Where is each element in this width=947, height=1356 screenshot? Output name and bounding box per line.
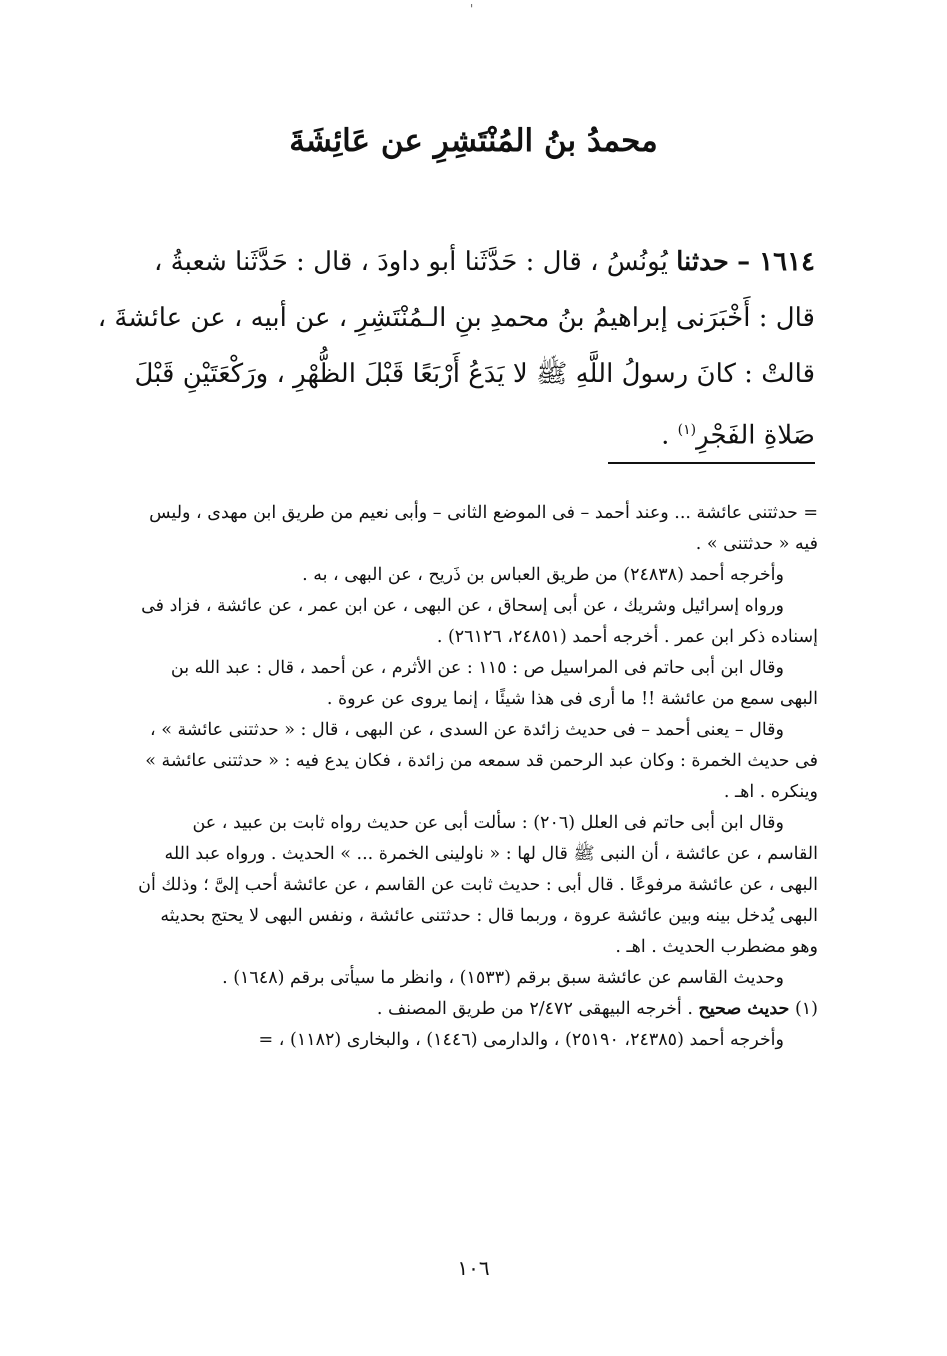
note-line: ورواه إسرائيل وشريك ، عن أبى إسحاق ، عن البهى ، عن ابن عمر ، عن عائشة ، فزاد فى: [141, 596, 784, 616]
note-line: وقال – يعنى أحمد – فى حديث زائدة عن السدى ، عن البهى ، قال : « حدثتنى عائشة » ،: [150, 720, 784, 740]
footnote-separator: [608, 462, 815, 464]
hadith-lead-word: حدثنا: [676, 247, 729, 277]
note-line: = حدثتنى عائشة ... وعند أحمد – فى الموضع الثانى – وأبى نعيم من طريق ابن مهدى ، وليس: [149, 503, 818, 523]
note-line: البهى يُدخل بينه وبين عائشة عروة ، وربما قال : حدثتنى عائشة ، ونفس البهى لا يحتج بحديثه: [160, 906, 818, 926]
footnote-number: (١): [794, 999, 818, 1019]
footnote-1: [100, 994, 818, 1025]
footnote-reference: (١): [677, 422, 697, 438]
note-line: وقال ابن أبى حاتم فى العلل (٢٠٦) : سألت أبى عن حديث رواه ثابت بن عبيد ، عن: [192, 813, 784, 833]
hadith-number: ١٦١٤ –: [737, 247, 815, 277]
hadith-line-text: صَلاةِ الفَجْرِ: [696, 420, 815, 451]
note-line: وحديث القاسم عن عائشة سبق برقم (١٥٣٣) ، وانظر ما سيأتى برقم (١٦٤٨) .: [222, 968, 784, 988]
note-line: البهى سمع من عائشة !! ما أرى فى هذا شيئًا ، إنما يروى عن عروة .: [326, 689, 818, 709]
hadith-line: [100, 234, 815, 290]
note-line: إسناده ذكر ابن عمر . أخرجه أحمد (٢٤٨٥١، ٢٦١٢٦) .: [436, 627, 818, 647]
footnote-text: . أخرجه البيهقى ٢/٤٧٢ من طريق المصنف .: [376, 999, 699, 1019]
note-line: وينكره . اهـ .: [723, 782, 818, 802]
note-line: وأخرجه أحمد (٢٤٨٣٨) من طريق العباس بن ذَريح ، عن البهى ، به .: [302, 565, 784, 585]
hadith-line: [100, 402, 815, 464]
page-number: ١٠٦: [457, 1256, 490, 1280]
footnote-continuation: وأخرجه أحمد (٢٤٣٨٥، ٢٥١٩٠) ، والدارمى (١٤٤٦) ، والبخارى (١١٨٢) ، =: [258, 1030, 784, 1050]
note-line: القاسم ، عن عائشة ، أن النبى ﷺ قال لها : « ناولينى الخمرة ... » الحديث . ورواه عبد الله: [164, 844, 818, 864]
scan-mark: ': [470, 2, 474, 16]
hadith-line-text: يُونُسُ ، قال : حَدَّثَنا أبو داودَ ، قال : حَدَّثَنا شعبةُ ،: [154, 247, 668, 277]
note-line: فى حديث الخمرة : وكان عبد الرحمن قد سمعه من زائدة ، فكان يدع فيه : « حدثتنى عائشة »: [145, 751, 818, 771]
hadith-end-mark: .: [661, 420, 678, 451]
note-line: فيه « حدثتنى » .: [695, 534, 818, 554]
note-line: وقال ابن أبى حاتم فى المراسيل ص : ١١٥ : عن الأثرم ، عن أحمد ، قال : عبد الله بن: [170, 658, 784, 678]
note-line: البهى ، عن عائشة مرفوعًا . قال أبى : حديث ثابت عن القاسم ، عن عائشة أحب إلىَّ ؛ وذلك أن: [138, 875, 818, 895]
chapter-heading: محمدُ بنُ المُنْتَشِرِ عن عَائِشَةَ: [289, 123, 658, 159]
footnote-grade: حديث صحيح: [698, 999, 790, 1019]
note-line: وهو مضطرب الحديث . اهـ .: [615, 937, 818, 957]
hadith-line: قالتْ : كانَ رسولُ اللَّهِ ﷺ لا يَدَعُ أَرْبَعًا قَبْلَ الظُّهْرِ ، ورَكْعَتَيْنِ قَبْلَ: [134, 359, 815, 389]
footnotes: [100, 498, 818, 1056]
hadith-text: [97, 234, 815, 464]
hadith-line: قال : أَخْبَرَنى إبراهيمُ بنُ محمدِ بنِ الـمُنْتَشِرِ ، عن أبيه ، عن عائشةَ ،: [97, 303, 815, 333]
